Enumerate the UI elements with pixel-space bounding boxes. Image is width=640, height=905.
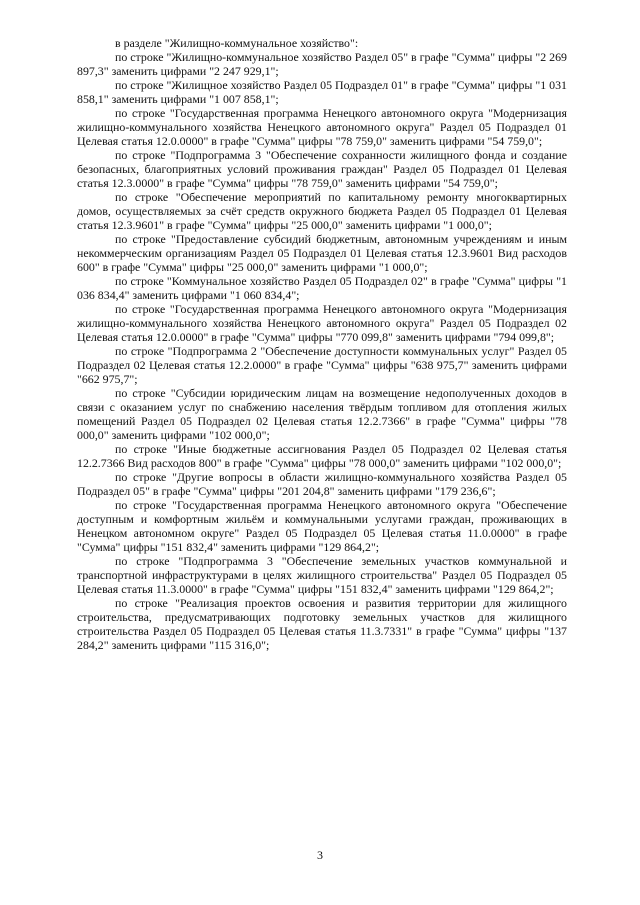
document-body bbox=[77, 36, 567, 652]
paragraph: по строке "Субсидии юридическим лицам на возмещение недополученных доходов в связи с оказанием услуг по снабжению населения твёрдым топливом для отопления жилых помещений Раздел 05 Подраздел 02 Целевая статья 12.2.7366" в графе "Сумма" цифры "78 000,0" заменить цифрами "102 000,0"; bbox=[77, 386, 567, 442]
paragraph: по строке "Подпрограмма 3 "Обеспечение земельных участков коммунальной и транспортной инфраструктурами в целях жилищного строительства" Раздел 05 Подраздел 05 Целевая статья 11.3.0000" в графе "Сумма" цифры "151 832,4" заменить цифрами "129 864,2"; bbox=[77, 554, 567, 596]
paragraph: по строке "Жилищно-коммунальное хозяйство Раздел 05" в графе "Сумма" цифры "2 269 897,3" заменить цифрами "2 247 929,1"; bbox=[77, 50, 567, 78]
paragraph: по строке "Государственная программа Ненецкого автономного округа "Модернизация жилищно-коммунального хозяйства Ненецкого автономного округа" Раздел 05 Подраздел 02 Целевая статья 12.0.0000" в графе "Сумма" цифры "770 099,8" заменить цифрами "794 099,8"; bbox=[77, 302, 567, 344]
paragraph: по строке "Предоставление субсидий бюджетным, автономным учреждениям и иным некоммерческим организациям Раздел 05 Подраздел 01 Целевая статья 12.3.9601 Вид расходов 600" в графе "Сумма" цифры "25 000,0" заменить цифрами "1 000,0"; bbox=[77, 232, 567, 274]
paragraph: по строке "Иные бюджетные ассигнования Раздел 05 Подраздел 02 Целевая статья 12.2.7366 Вид расходов 800" в графе "Сумма" цифры "78 000,0" заменить цифрами "102 000,0"; bbox=[77, 442, 567, 470]
paragraph: по строке "Подпрограмма 2 "Обеспечение доступности коммунальных услуг" Раздел 05 Подраздел 02 Целевая статья 12.2.0000" в графе "Сумма" цифры "638 975,7" заменить цифрами "662 975,7"; bbox=[77, 344, 567, 386]
paragraph: по строке "Коммунальное хозяйство Раздел 05 Подраздел 02" в графе "Сумма" цифры "1 036 834,4" заменить цифрами "1 060 834,4"; bbox=[77, 274, 567, 302]
paragraph: в разделе "Жилищно-коммунальное хозяйство": bbox=[115, 36, 359, 50]
paragraph: по строке "Жилищное хозяйство Раздел 05 Подраздел 01" в графе "Сумма" цифры "1 031 858,1" заменить цифрами "1 007 858,1"; bbox=[77, 78, 567, 106]
paragraph: по строке "Другие вопросы в области жилищно-коммунального хозяйства Раздел 05 Подраздел 05" в графе "Сумма" цифры "201 204,8" заменить цифрами "179 236,6"; bbox=[77, 470, 567, 498]
paragraph: по строке "Подпрограмма 3 "Обеспечение сохранности жилищного фонда и создание безопасных, благоприятных условий проживания граждан" Раздел 05 Подраздел 01 Целевая статья 12.3.0000" в графе "Сумма" цифры "78 759,0" заменить цифрами "54 759,0"; bbox=[77, 148, 567, 190]
page-number: 3 bbox=[317, 848, 323, 862]
paragraph: по строке "Реализация проектов освоения и развития территории для жилищного строительства, предусматривающих подготовку земельных участков для жилищного строительства Раздел 05 Подраздел 05 Целевая статья 11.3.7331" в графе "Сумма" цифры "137 284,2" заменить цифрами "115 316,0"; bbox=[77, 596, 567, 652]
paragraph: по строке "Обеспечение мероприятий по капитальному ремонту многоквартирных домов, осуществляемых за счёт средств окружного бюджета Раздел 05 Подраздел 01 Целевая статья 12.3.9601" в графе "Сумма" цифры "25 000,0" заменить цифрами "1 000,0"; bbox=[77, 190, 567, 232]
paragraph: по строке "Государственная программа Ненецкого автономного округа "Модернизация жилищно-коммунального хозяйства Ненецкого автономного округа" Раздел 05 Подраздел 01 Целевая статья 12.0.0000" в графе "Сумма" цифры "78 759,0" заменить цифрами "54 759,0"; bbox=[77, 106, 567, 148]
paragraph: по строке "Государственная программа Ненецкого автономного округа "Обеспечение доступным и комфортным жильём и коммунальными услугами граждан, проживающих в Ненецком автономном округе" Раздел 05 Подраздел 05 Целевая статья 11.0.0000" в графе "Сумма" цифры "151 832,4" заменить цифрами "129 864,2"; bbox=[77, 498, 567, 554]
